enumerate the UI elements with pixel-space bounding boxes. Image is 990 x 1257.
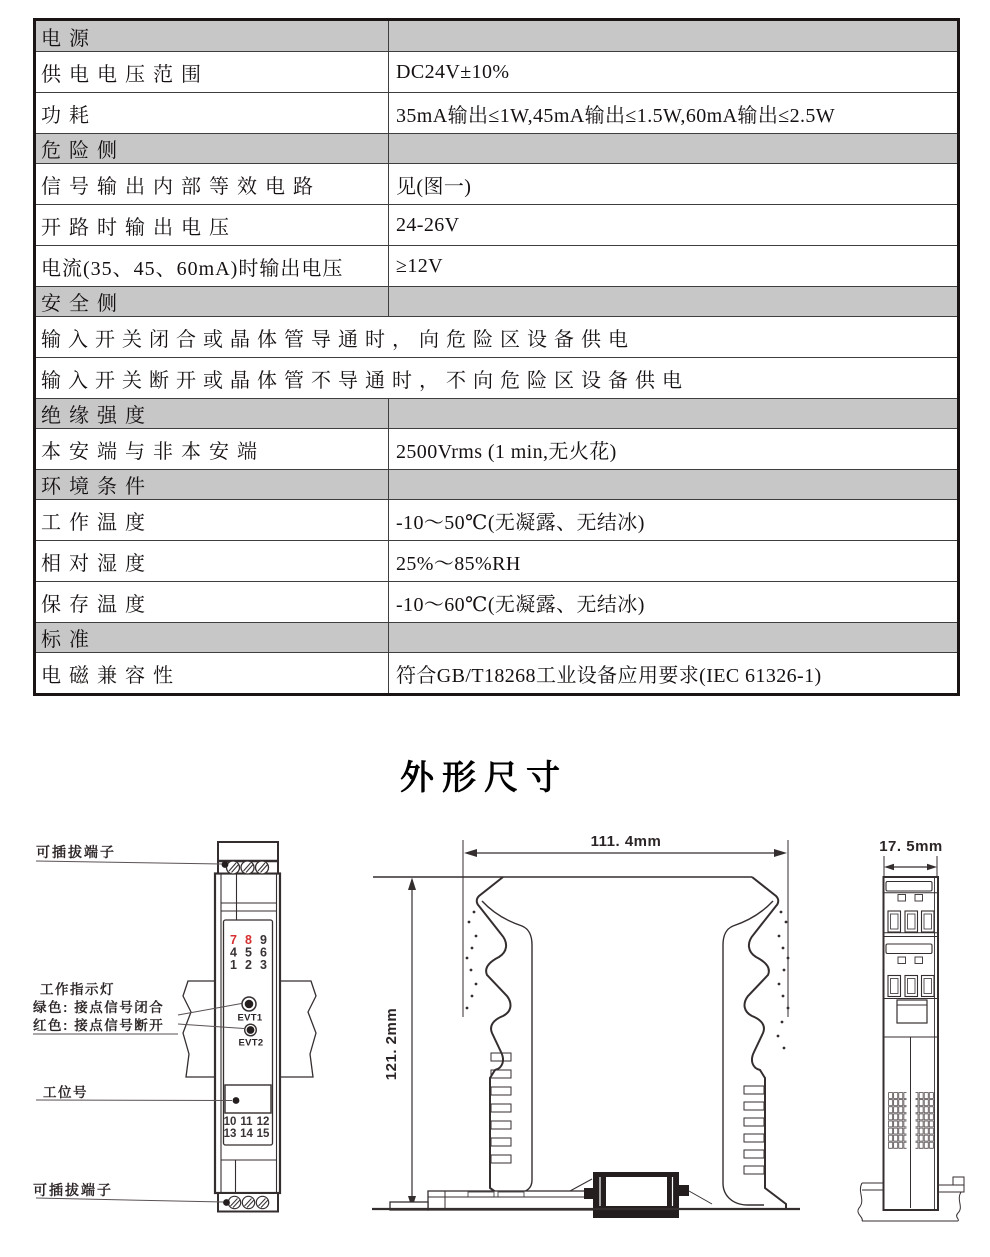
table-row bbox=[36, 92, 957, 133]
bottom-terminal-label: 可插拔端子 bbox=[33, 1182, 113, 1198]
svg-text:5: 5 bbox=[245, 945, 252, 960]
section-spacer bbox=[389, 287, 957, 316]
section-label: 电源 bbox=[36, 21, 389, 51]
table-row bbox=[36, 245, 957, 286]
table-row bbox=[36, 204, 957, 245]
table-row bbox=[36, 499, 957, 540]
terminal-screws-bottom bbox=[228, 1196, 268, 1208]
din-clip bbox=[584, 1172, 712, 1218]
table-row-section bbox=[36, 622, 957, 652]
width-dimension bbox=[464, 833, 787, 857]
table-row bbox=[36, 581, 957, 622]
leader-lines bbox=[33, 861, 244, 1206]
svg-text:10: 10 bbox=[223, 1116, 237, 1128]
section-spacer bbox=[389, 623, 957, 652]
table-row bbox=[36, 163, 957, 204]
section-spacer bbox=[389, 399, 957, 428]
spec-label: 电流(35、45、60mA)时输出电压 bbox=[36, 246, 389, 286]
spec-label: 供电电压范围 bbox=[36, 52, 389, 92]
table-row-section bbox=[36, 21, 957, 51]
svg-text:14: 14 bbox=[240, 1128, 253, 1140]
led1-label: EVT1 bbox=[237, 1012, 263, 1024]
svg-text:3: 3 bbox=[260, 958, 267, 972]
svg-text:12: 12 bbox=[256, 1116, 270, 1128]
section-label: 标准 bbox=[36, 623, 389, 652]
svg-text:13: 13 bbox=[223, 1128, 237, 1140]
spec-value: 35mA输出≤1W,45mA输出≤1.5W,60mA输出≤2.5W bbox=[396, 104, 836, 127]
table-row-section bbox=[36, 133, 957, 163]
spec-label: 保存温度 bbox=[36, 582, 389, 622]
section-title: 外形尺寸 bbox=[400, 759, 568, 797]
spec-value: DC24V±10% bbox=[396, 60, 510, 83]
svg-text:1: 1 bbox=[230, 958, 237, 972]
pin-numbers-top bbox=[230, 933, 267, 972]
table-row bbox=[36, 540, 957, 581]
spec-label: 相对湿度 bbox=[36, 541, 389, 581]
svg-text:7: 7 bbox=[230, 933, 237, 947]
indicator-green-label: 绿色: 接点信号闭合 bbox=[33, 1000, 165, 1015]
section-spacer bbox=[389, 470, 957, 499]
svg-text:11: 11 bbox=[240, 1116, 253, 1128]
spec-label: 功耗 bbox=[36, 93, 389, 133]
svg-text:111. 4mm: 111. 4mm bbox=[590, 833, 662, 850]
table-row bbox=[36, 652, 957, 693]
outline-dimension-drawings bbox=[0, 813, 990, 1257]
top-terminal-block bbox=[218, 842, 278, 874]
spec-value: 25%～85%RH bbox=[396, 552, 521, 575]
spec-note: 输入开关闭合或晶体管导通时，向危险区设备供电 bbox=[41, 328, 635, 351]
table-row-full bbox=[36, 357, 957, 398]
profile-view-drawing bbox=[858, 838, 964, 1221]
status-led-evt2 bbox=[245, 1024, 257, 1036]
spec-label: 电磁兼容性 bbox=[36, 653, 389, 693]
profile-width-dimension bbox=[879, 838, 943, 876]
svg-text:6: 6 bbox=[260, 945, 267, 960]
svg-text:17. 5mm: 17. 5mm bbox=[879, 838, 943, 855]
table-row-full bbox=[36, 316, 957, 357]
section-label: 绝缘强度 bbox=[36, 399, 389, 428]
indicator-red-label: 红色: 接点信号断开 bbox=[33, 1018, 165, 1033]
spec-label: 本安端与非本安端 bbox=[36, 429, 389, 469]
section-label: 环境条件 bbox=[36, 470, 389, 499]
section-spacer bbox=[389, 21, 957, 51]
spec-value: 见(图一) bbox=[396, 175, 472, 198]
table-row bbox=[36, 51, 957, 92]
svg-text:121. 2mm: 121. 2mm bbox=[383, 1007, 400, 1081]
indicator-title-label: 工作指示灯 bbox=[40, 982, 115, 997]
svg-text:8: 8 bbox=[245, 933, 252, 947]
section-label: 危险侧 bbox=[36, 134, 389, 163]
station-number-label: 工位号 bbox=[43, 1085, 88, 1100]
spec-label: 信号输出内部等效电路 bbox=[36, 164, 389, 204]
top-terminal-label: 可插拔端子 bbox=[36, 844, 116, 860]
table-row bbox=[36, 428, 957, 469]
led2-label: EVT2 bbox=[238, 1037, 264, 1049]
terminal-screws-top bbox=[227, 861, 269, 874]
spec-value: 符合GB/T18268工业设备应用要求(IEC 61326-1) bbox=[396, 664, 822, 687]
station-label-window bbox=[225, 1085, 271, 1113]
svg-text:4: 4 bbox=[230, 945, 237, 960]
spec-value: ≥12V bbox=[396, 254, 444, 277]
break-dots bbox=[466, 911, 790, 1050]
spec-label: 开路时输出电压 bbox=[36, 205, 389, 245]
spec-value: -10～50℃(无凝露、无结冰) bbox=[396, 511, 645, 534]
spec-value: 24-26V bbox=[396, 213, 460, 236]
svg-text:9: 9 bbox=[260, 933, 267, 947]
height-dimension bbox=[383, 878, 416, 1209]
status-led-evt1 bbox=[242, 997, 256, 1011]
svg-text:15: 15 bbox=[256, 1128, 270, 1140]
spec-note: 输入开关断开或晶体管不导通时，不向危险区设备供电 bbox=[41, 369, 689, 392]
side-view-drawing bbox=[372, 833, 800, 1218]
svg-text:2: 2 bbox=[245, 958, 252, 972]
spec-label: 工作温度 bbox=[36, 500, 389, 540]
table-row-section bbox=[36, 286, 957, 316]
table-row-section bbox=[36, 469, 957, 499]
front-view-drawing bbox=[33, 842, 316, 1212]
spec-table bbox=[33, 18, 960, 696]
section-spacer bbox=[389, 134, 957, 163]
pin-numbers-bottom bbox=[224, 1116, 270, 1140]
spec-value: -10～60℃(无凝露、无结冰) bbox=[396, 593, 645, 616]
table-row-section bbox=[36, 398, 957, 428]
section-label: 安全侧 bbox=[36, 287, 389, 316]
module-outline-side bbox=[477, 877, 786, 1209]
spec-value: 2500Vrms (1 min,无火花) bbox=[396, 440, 617, 463]
